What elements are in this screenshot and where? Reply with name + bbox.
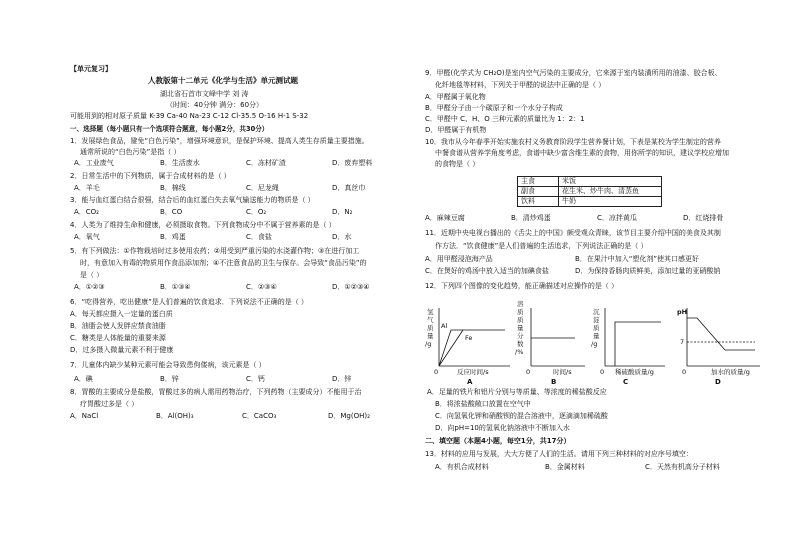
graph-b-ylabel-0: 溶 [517,300,524,308]
graph-c-ylabel-4: /g [591,340,598,348]
q11-option-c: C．在煲好的鸡汤中放入适当的加碘食盐 [425,267,549,275]
table-cell: 副食 [518,187,559,197]
q13-option-b: B．金属材料 [545,463,585,471]
q5-line3: 是（ ） [80,271,104,279]
table-cell: 主食 [518,177,559,187]
graph-c-origin: 0 [600,368,605,376]
graph-b-ylabel-3: 量 [517,324,524,332]
atomic-masses: 可能用到的相对原子质量 K-39 Ca-40 Na-23 C-12 Cl-35.5 O-16 H-1 S-32 [70,112,309,120]
graph-a-fe-line [439,330,463,366]
graph-c-ylabel-2: 质 [593,324,600,332]
q3-option-d: D．N₂ [332,208,353,216]
q13-option-a: A．有机合成材料 [435,463,489,471]
graph-a-letter: A [467,378,473,386]
graph-a-origin: 0 [434,368,439,376]
q1-option-b: B．生活废水 [160,159,200,167]
graph-d-letter: D [715,378,721,386]
q3-option-c: C．O₂ [246,208,267,216]
q8-line2: 疗胃酸过多是（ ） [80,400,139,408]
q6-option-c: C．糖类是人体能量的重要来源 [70,334,166,342]
q5-line1: 5．有下列做法：①作物栽培时过多使用农药；②用受到严重污染的水浇灌作物；③在进行加工 [70,247,360,255]
graph-a [425,307,510,386]
q7-stem: 7．儿童体内缺少某种元素可能会导致患佝偻病，该元素是（ ） [70,361,266,369]
q3-option-b: B．CO [160,208,183,216]
q12-option-b: B．将浓盐酸敞口放置在空气中 [435,400,531,408]
q5-option-a: A．①②③ [74,283,105,291]
q2-option-a: A．羊毛 [74,184,100,192]
q1-line1: 1．发展绿色食品，避免“白色污染”，增强环境意识，是保护环境、提高人类生存质量主要措施。 [70,137,369,145]
section2-title: 二、填空题（本题4小题，每空1分，共17分） [425,437,571,445]
table-cell: 花生米、炒牛肉、清蒸鱼 [559,187,662,197]
q11-line2: 作方法．“饮食健康”是人们普遍的生活追求，下列说法正确的是（ ） [435,242,648,250]
q10-option-d: D．红烧排骨 [683,214,724,222]
graph-b-ylabel-6: /% [515,348,524,356]
table-row [518,197,662,207]
q12-option-d: D．向pH=10的氢氧化钠溶液中不断加入水 [435,424,570,432]
graph-b-ylabel-2: 质 [517,316,524,324]
q3-option-a: A．CO₂ [74,208,99,216]
graph-b-ylabel-1: 质 [517,308,524,316]
q11-option-d: D．为保持香肠肉质鲜美，添加过量的亚硝酸钠 [575,267,721,275]
graph-c-letter: C [623,378,629,386]
table-cell: 饮料 [518,197,559,207]
q7-option-d: D．锌 [332,375,352,383]
q9-line2: 化纤地毯等材料，下列关于甲醛的说法中正确的是（ ） [435,81,606,89]
q9-option-b: B．甲醛分子由一个碳原子和一个水分子构成 [425,104,563,112]
graph-b-xlabel: 时间/s [553,368,572,376]
q11-option-a: A．用甲醛浸泡海产品 [425,255,493,263]
graph-a-ylabel-1: 气 [427,316,434,324]
q12-graphs [425,300,775,388]
q5-line2: 时，有意加入有毒的物质用作食品添加剂；④不注意食品的卫生与保存。会导致“食品污染”的 [80,259,367,267]
q10-option-c: C．凉拌黄瓜 [597,214,637,222]
q1-option-a: A．工业废气 [74,159,114,167]
q5-option-d: D．①②③④ [332,283,370,291]
q9-option-a: A．甲醛属于氧化物 [425,93,486,101]
q8-option-d: D．Mg(OH)₂ [328,412,370,420]
table-cell: 牛奶 [559,197,662,207]
graph-a-ylabel-2: 质 [427,324,434,332]
q4-option-d: D．水 [332,233,352,241]
graph-d-xlabel: 加水的质量/g [711,368,750,376]
q13-option-c: C．天然有机高分子材料 [645,463,720,471]
q8-option-b: B．Al(OH)₃ [156,412,194,420]
q9-line1: 9．甲醛(化学式为 CH₂O)是室内空气污染的主要成分，它来源于室内装潢所用的油漆、胶合板、 [425,69,722,77]
graph-c [591,308,665,386]
q1-option-d: D．废弃塑料 [332,159,373,167]
exam-meta: （时间：40分钟 满分：60分） [166,101,264,109]
q4-stem: 4．人类为了维持生命和健康，必须摄取食物。下列食物成分中不属于营养素的是（ ） [70,221,336,229]
table-row [518,187,662,197]
graph-c-xlabel: 稀硫酸质量/g [615,368,654,376]
q12-option-c: C．向氢氧化钾和硝酸钡的混合溶液中，逐滴滴加稀硫酸 [435,412,608,420]
q7-option-c: C．钙 [246,375,265,383]
graph-c-line [615,322,661,366]
graph-a-ylabel-0: 氢 [427,308,434,316]
graph-d-origin: 0 [682,368,687,376]
q4-option-b: B．鸡蛋 [160,233,186,241]
menu-table [517,176,662,207]
q5-option-c: C．②③④ [246,283,277,291]
graph-d-line [687,318,755,350]
q1-line2: 通常所说的“白色污染”是指（ ） [80,148,181,156]
q12-stem: 12．下列四个图像的变化趋势，能正确描述对应操作的是（ ） [425,282,619,290]
q2-option-b: B．棉线 [160,184,186,192]
q11-line1: 11．近期中央电视台播出的《舌尖上的中国》颇受观众青睐，该节目主要介绍中国的美食及其制 [425,229,721,237]
q10-line2: 中餐食谱从营养学角度考虑，食谱中缺少富含维生素的食物，用你所学的知识，建议学校应增加 [435,149,729,157]
graph-a-series-fe: Fe [465,334,473,342]
graph-b-ylabel-5: 数 [517,340,524,348]
q11-option-b: B．在果汁中加入“塑化剂”使其口感更好 [575,255,700,263]
graph-d [677,308,760,386]
q7-option-a: A．碘 [74,375,93,383]
q6-option-b: B．油脂会使人发胖应禁食油脂 [70,322,166,330]
q9-option-d: D．甲醛属于有机物 [425,126,487,134]
q2-option-d: D．真丝巾 [332,184,366,192]
q10-option-b: B．清炒鸡蛋 [511,214,551,222]
graph-b-ylabel-4: 分 [517,332,524,340]
q8-line1: 8．胃酸的主要成分是盐酸，胃酸过多的病人需用药物治疗，下列药物（主要成分）不能用于治 [70,388,362,396]
q9-option-c: C．甲醛中 C、H、O 三种元素的质量比为 1：2：1 [425,115,585,123]
q13-stem: 13．材料的应用与发展，大大方便了人们的生活。请用下列三种材料的对应序号填空： [425,450,693,458]
q12-option-a: A．足量的铁片和铝片分别与等质量、等浓度的稀盐酸反应 [427,388,607,396]
q10-line1: 10．我市从今年春季开始实施农村义务教育阶段学生营养餐计划，下表是某校为学生制定的营养 [425,138,721,146]
graph-a-series-al: Al [441,322,448,330]
q8-option-c: C．CaCO₃ [242,412,277,420]
graph-b-origin: 0 [526,368,531,376]
section1-title: 一、选择题（每小题只有一个选项符合题意，每小题2分，共30分） [70,125,269,133]
graph-d-tick-7: 7 [680,338,685,346]
q5-option-b: B．①③④ [160,283,191,291]
graph-c-ylabel-0: 沉 [593,308,600,316]
graph-b-letter: B [551,378,557,386]
q10-line3: 的食物是（ ） [435,160,480,168]
q3-stem: 3．能与血红蛋白结合很强，结合后的血红蛋白失去氧气输送能力的物质是（ ） [70,196,315,204]
q2-option-c: C．尼龙绳 [246,184,279,192]
author-line: 湖北省石首市文峰中学 刘 涛 [160,90,249,98]
q2-stem: 2．日常生活中的下列物质，属于合成材料的是（ ） [70,172,231,180]
q4-option-c: C．食盐 [246,233,272,241]
q10-option-a: A．麻辣豆腐 [425,214,465,222]
graph-c-ylabel-3: 量 [593,332,600,340]
q6-option-d: D．过多摄入微量元素不利于健康 [70,346,174,354]
graph-c-ylabel-1: 淀 [593,316,600,324]
page-title: 人教版第十二单元《化学与生活》单元测试题 [148,76,298,85]
graph-a-ylabel-3: 量 [427,332,434,340]
graph-b [515,299,585,386]
q1-option-c: C．冻材矿渣 [246,159,286,167]
q6-option-a: A．每天都应摄入一定量的蛋白质 [70,310,173,318]
q7-option-b: B．锌 [160,375,179,383]
q6-stem: 6．“吃得营养，吃出健康”是人们普遍的饮食追求．下列说法不正确的是（ ） [70,298,308,306]
q4-option-a: A．氧气 [74,233,100,241]
review-tag: 【单元复习】 [70,65,112,73]
q8-option-a: A．NaCl [70,412,99,420]
graph-a-ylabel-4: /g [425,340,432,348]
graph-a-xlabel: 反应时间/s [457,368,489,376]
table-cell: 米饭 [559,177,662,187]
table-row [518,177,662,187]
graph-d-ylabel: pH [677,308,688,316]
